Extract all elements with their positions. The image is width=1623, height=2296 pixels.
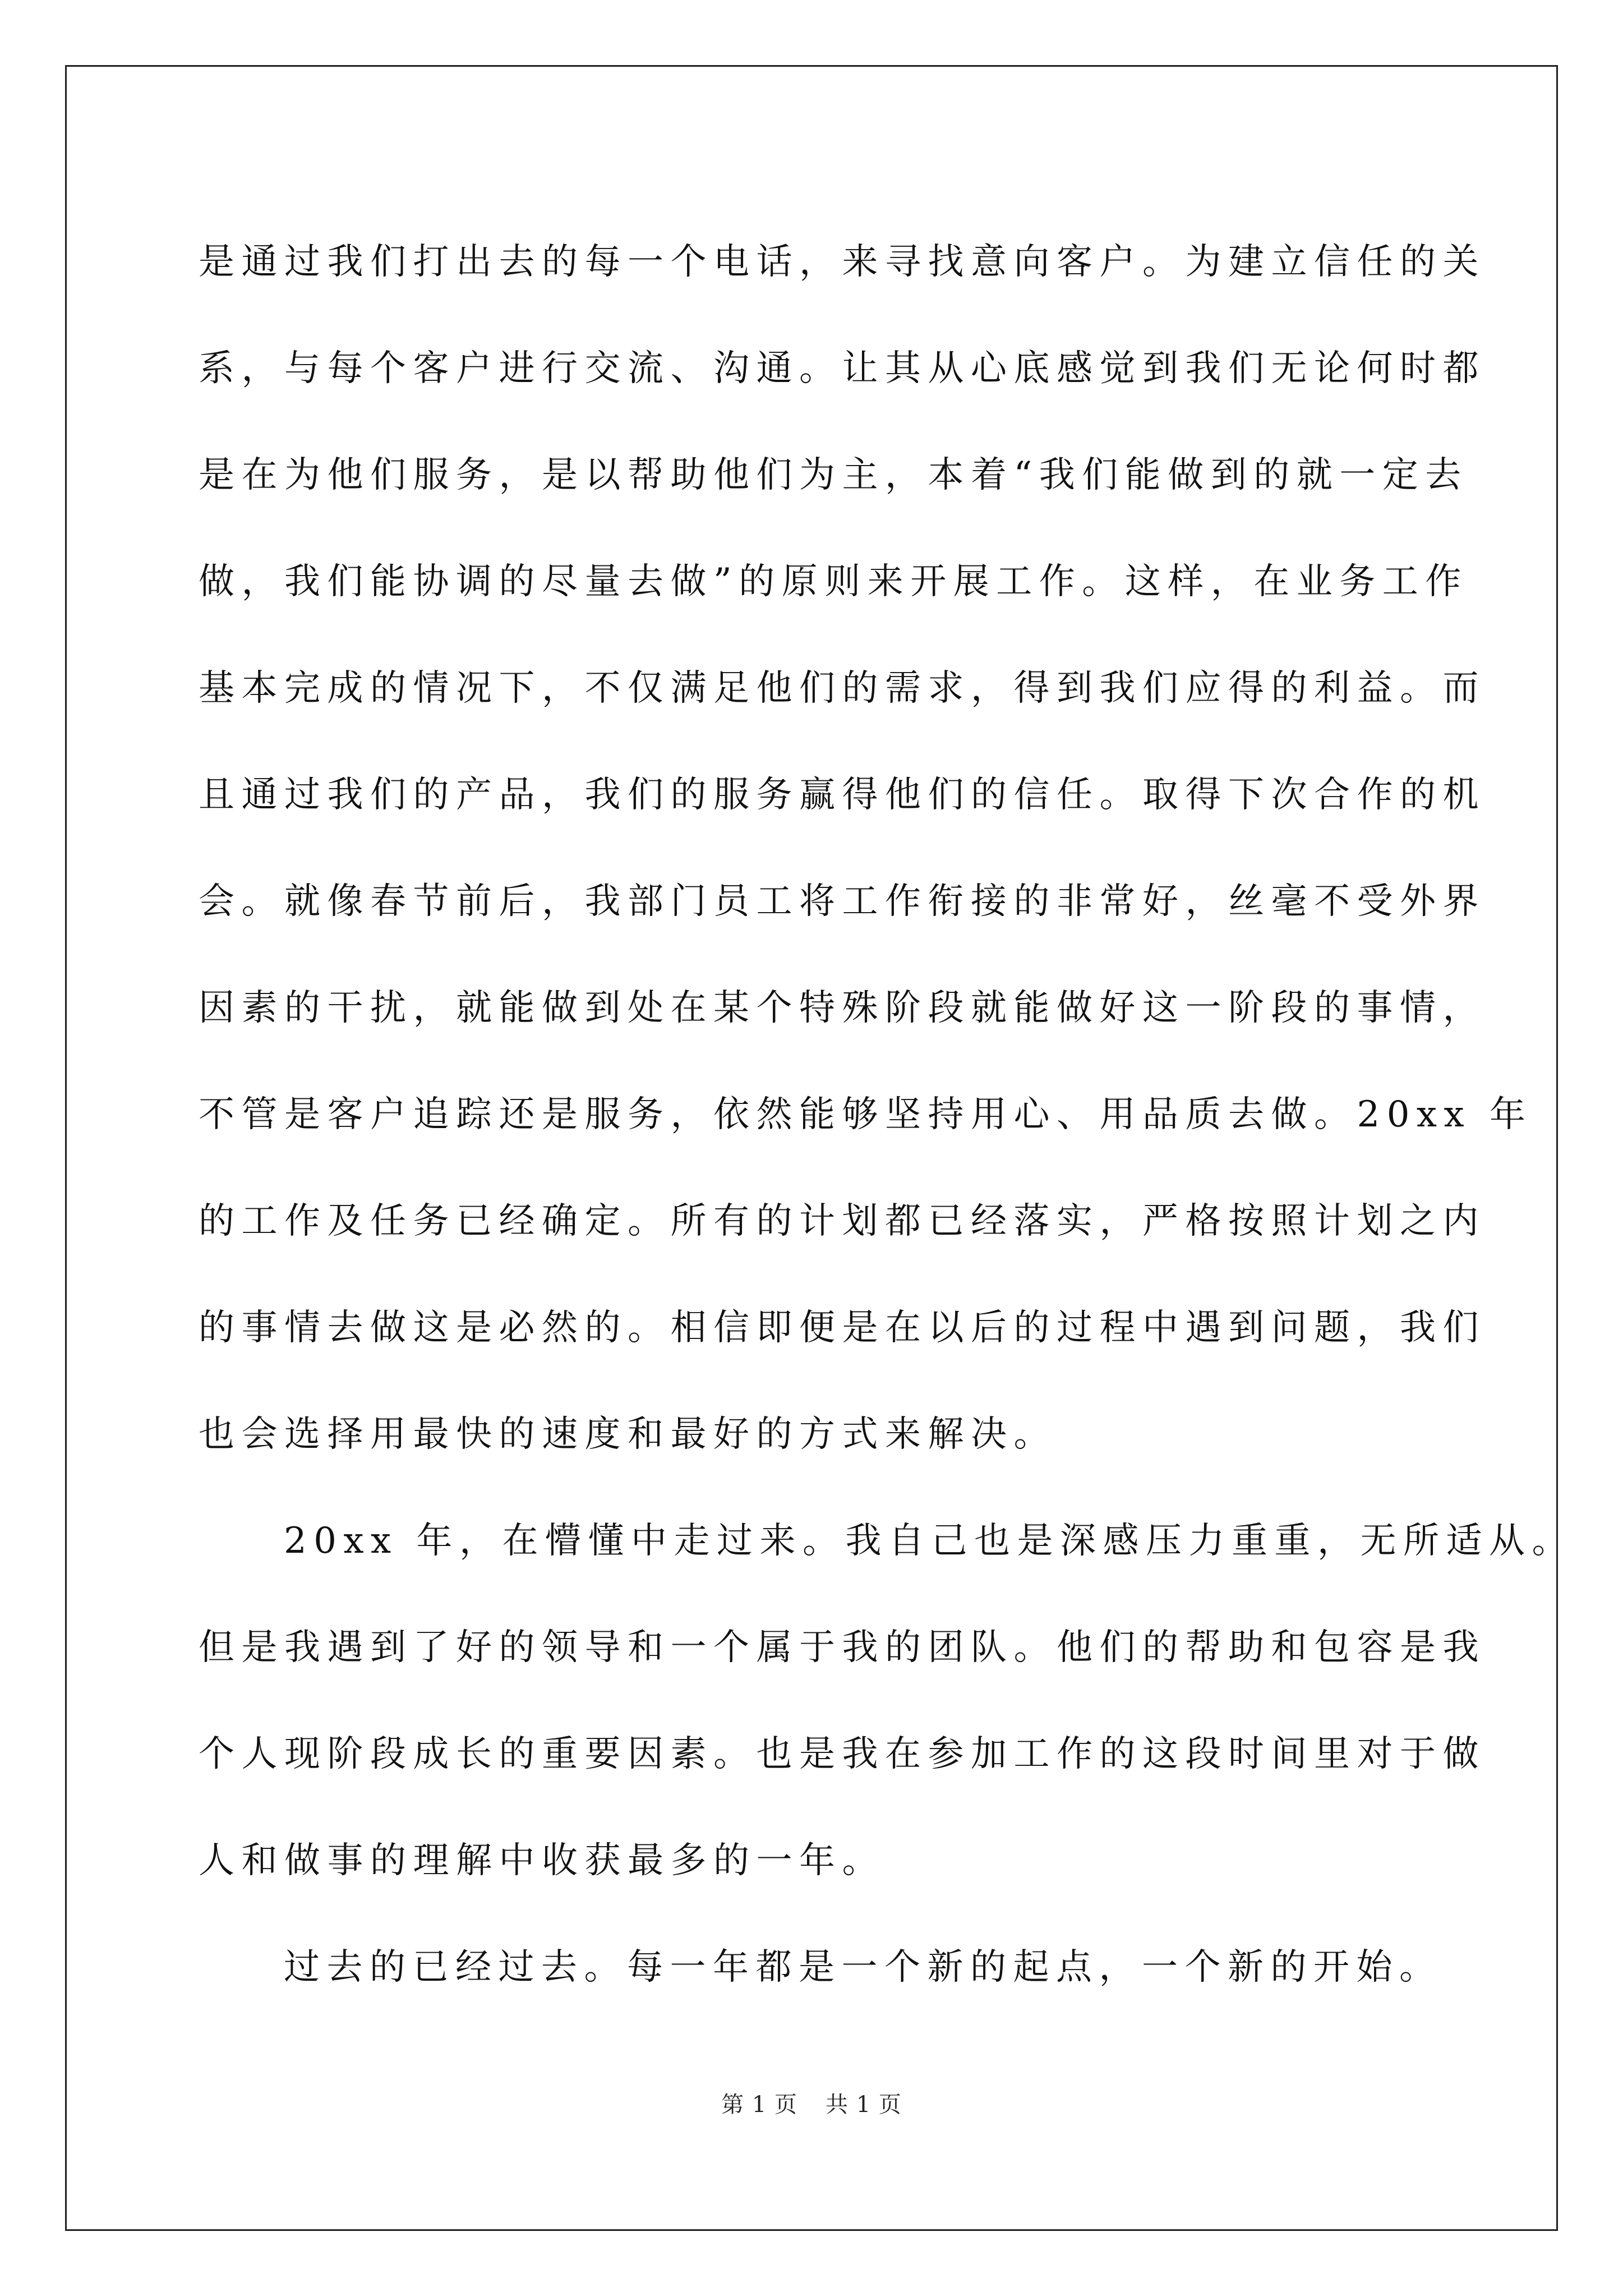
paragraph-1-line-8: 因素的干扰，就能做到处在某个特殊阶段就能做好这一阶段的事情， [199,987,1486,1029]
paragraph-1-line-4: 做，我们能协调的尽量去做”的原则来开展工作。这样，在业务工作 [199,561,1468,602]
total-pages-label: 共 1 页 [826,2092,902,2118]
paragraph-2-line-3: 个人现阶段成长的重要因素。也是我在参加工作的这段时间里对于做 [199,1733,1486,1775]
document-body [199,209,1575,2021]
paragraph-2-line-2: 但是我遇到了好的领导和一个属于我的团队。他们的帮助和包容是我 [199,1627,1486,1668]
paragraph-3-line-1: 过去的已经过去。每一年都是一个新的起点，一个新的开始。 [284,1947,1442,1988]
paragraph-2-line-4: 人和做事的理解中收获最多的一年。 [199,1840,885,1881]
paragraph-1-line-7: 会。就像春节前后，我部门员工将工作衔接的非常好，丝毫不受外界 [199,881,1486,922]
paragraph-1-line-11: 的事情去做这是必然的。相信即便是在以后的过程中遇到问题，我们 [199,1307,1486,1349]
paragraph-1-line-10: 的工作及任务已经确定。所有的计划都已经落实，严格按照计划之内 [199,1200,1486,1242]
paragraph-1-line-2: 系，与每个客户进行交流、沟通。让其从心底感觉到我们无论何时都 [199,348,1486,389]
paragraph-1-line-6: 且通过我们的产品，我们的服务赢得他们的信任。取得下次合作的机 [199,774,1486,816]
paragraph-1-line-3: 是在为他们服务，是以帮助他们为主，本着“我们能做到的就一定去 [199,454,1468,496]
paragraph-1-line-9: 不管是客户追踪还是服务，依然能够坚持用心、用品质去做。20xx 年 [199,1094,1533,1135]
page-number-label: 第 1 页 [721,2092,797,2118]
paragraph-1-line-1: 是通过我们打出去的每一个电话，来寻找意向客户。为建立信任的关 [199,241,1486,283]
page-footer [0,2087,1623,2119]
paragraph-1-line-12: 也会选择用最快的速度和最好的方式来解决。 [199,1414,1057,1455]
paragraph-1-line-5: 基本完成的情况下，不仅满足他们的需求，得到我们应得的利益。而 [199,668,1486,709]
paragraph-2-line-1: 20xx 年，在懵懂中走过来。我自己也是深感压力重重，无所适从。 [284,1520,1575,1562]
